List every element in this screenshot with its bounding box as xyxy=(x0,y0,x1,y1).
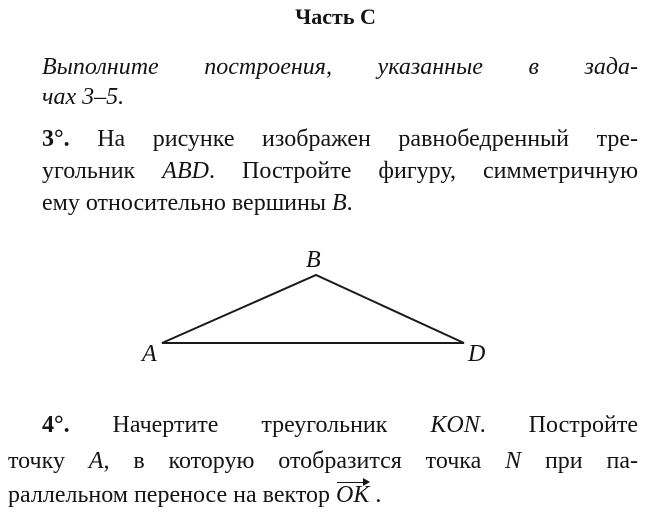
task-3-text: ему относительно вершины xyxy=(42,190,332,216)
task-4-number: 4°. xyxy=(42,412,70,438)
triangle-kon: KON xyxy=(430,412,480,438)
task-4-text: раллельном переносе на вектор xyxy=(8,482,337,508)
task-3-line-3 xyxy=(42,188,353,218)
point-n: N xyxy=(505,448,522,474)
label-d: D xyxy=(468,341,486,367)
label-b: B xyxy=(306,247,321,273)
vector-ok: OK xyxy=(336,482,370,508)
task-3-text: . xyxy=(346,190,353,216)
instruction-line-1: Выполните построения, указанные в зада- xyxy=(42,54,638,80)
section-title: Часть С xyxy=(295,4,376,29)
task-4-line-2 xyxy=(8,446,638,476)
task-4-text: . Постройте xyxy=(479,412,638,438)
triangle-name: ABD xyxy=(162,158,209,184)
task-4-text: . xyxy=(375,482,382,508)
vertex-name: B xyxy=(332,190,347,216)
label-a: A xyxy=(142,341,157,367)
task-3-text: угольник xyxy=(42,158,163,184)
task-4-text: точку xyxy=(8,448,89,474)
task-4-text: при па- xyxy=(521,448,638,474)
task-3-line-2 xyxy=(42,156,638,186)
task-3-line-1 xyxy=(42,124,638,154)
triangle-abd xyxy=(162,275,464,343)
instruction-line-2: чах 3–5. xyxy=(42,84,125,110)
task-3-text: На рисунке изображен равнобедренный тре- xyxy=(97,126,638,152)
isosceles-triangle-figure xyxy=(130,243,510,373)
task-4-text: , в которую отобразится точка xyxy=(103,448,506,474)
point-a: A xyxy=(88,448,104,474)
task-3-text: . Постройте фигуру, симметричную xyxy=(208,158,639,184)
task-4-line-1 xyxy=(42,410,638,440)
task-4-text: Начертите треугольник xyxy=(112,412,431,438)
task-4-line-3 xyxy=(8,480,381,510)
task-3-number: 3°. xyxy=(42,126,70,152)
